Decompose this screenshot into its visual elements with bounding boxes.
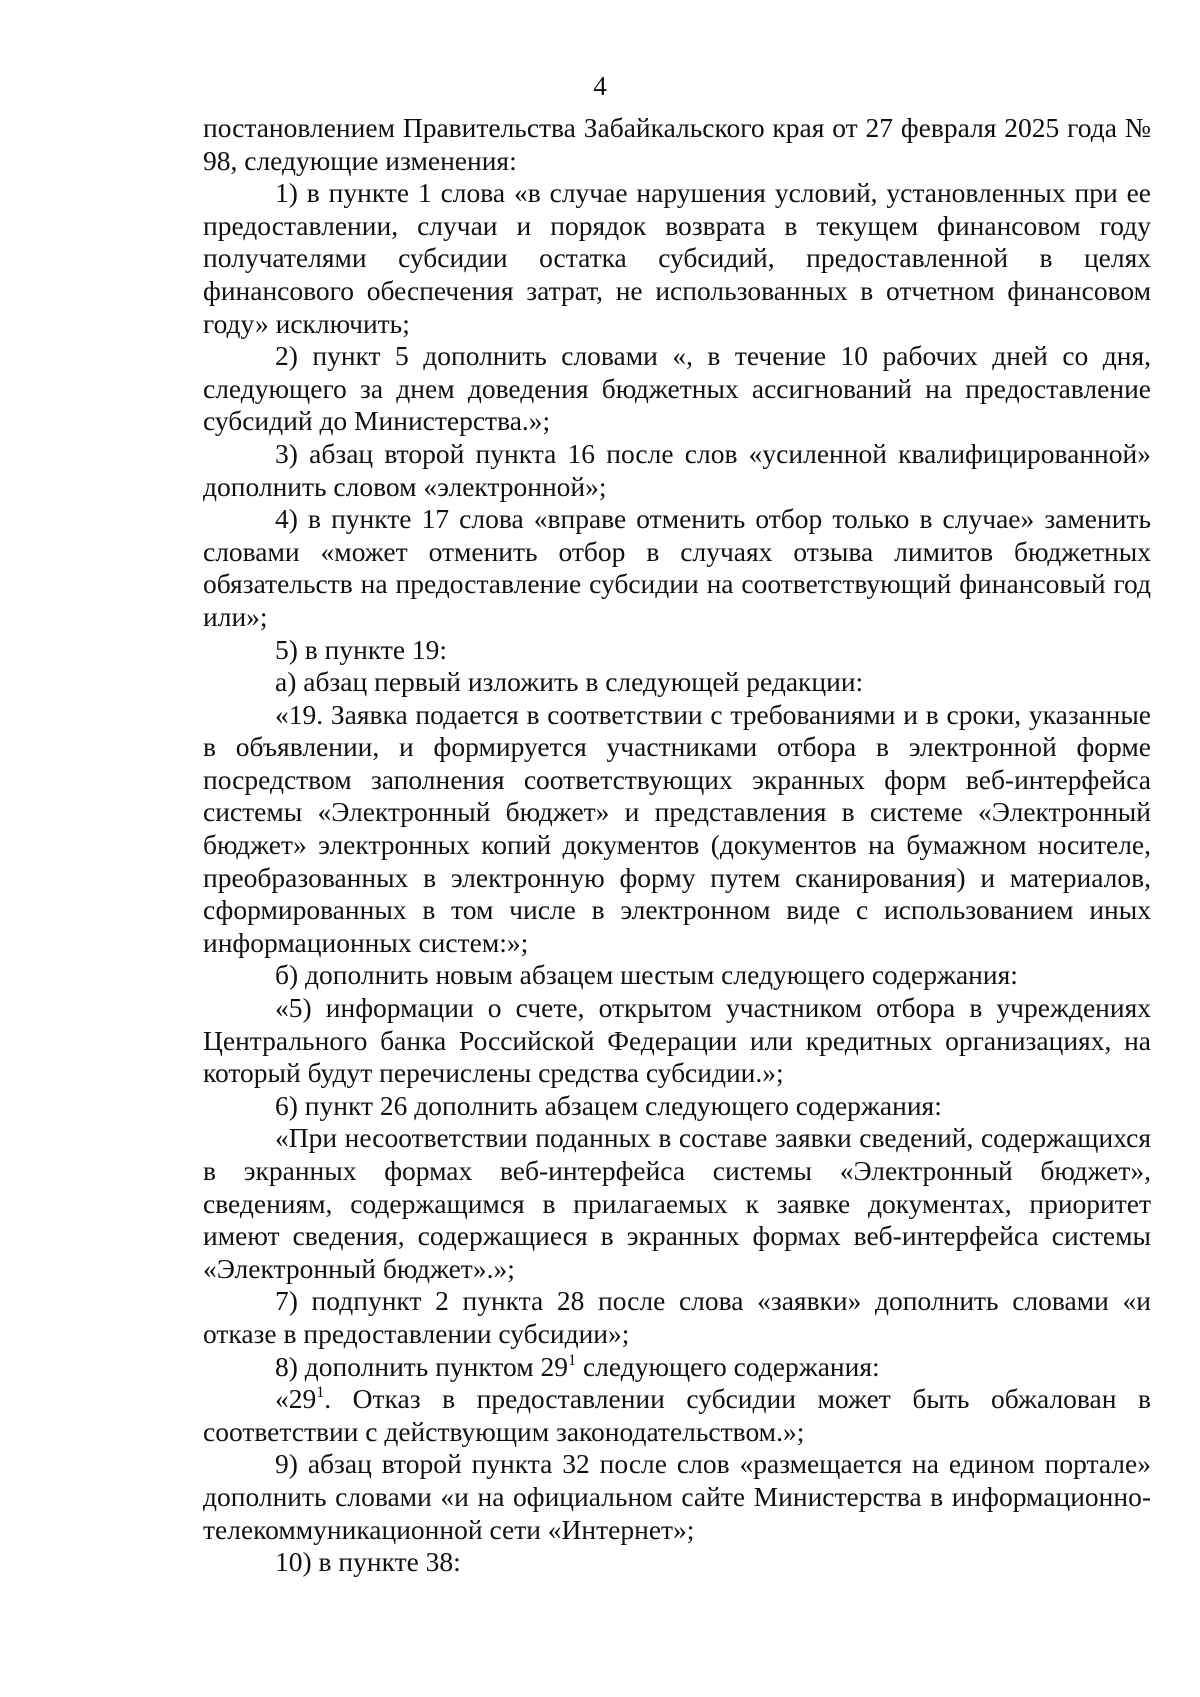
paragraph-item-19-quote: «19. Заявка подается в соответствии с требованиями и в сроки, указанные в объявлении, и формируется участниками отбора в электронной форме посредством заполнения соответствующих экранных форм веб-интерфейса системы «Электронный бюджет» и представления в системе «Электронный бюджет» электронных копий документов (документов на бумажном носителе, преобразованных в электронную форму путем сканирования) и материалов, сформированных в том числе в электронном виде с использованием иных информационных систем:»; (203, 698, 1151, 958)
paragraph-item-8-quote (203, 1383, 1151, 1448)
paragraph-intro: постановлением Правительства Забайкальского края от 27 февраля 2025 года № 98, следующие изменения: (203, 112, 1151, 176)
paragraph-item-10: 10) в пункте 38: (275, 1546, 461, 1578)
item8-quote-before: «29 (275, 1383, 317, 1415)
paragraph-item-6-quote: «При несоответствии поданных в составе заявки сведений, содержащихся в экранных формах веб-интерфейса системы «Электронный бюджет», сведениям, содержащимся в прилагаемых к заявке документах, приоритет имеют сведения, содержащиеся в экранных формах веб-интерфейса системы «Электронный бюджет».»; (203, 1122, 1151, 1284)
paragraph-item-4: 4) в пункте 17 слова «вправе отменить отбор только в случае» заменить словами «может отменить отбор в случаях отзыва лимитов бюджетных обязательств на предоставление субсидии на соответствующий финансовый год или»; (203, 503, 1151, 632)
item8-text-before: 8) дополнить пунктом 29 (275, 1350, 569, 1382)
item8-text-after: следующего содержания: (576, 1350, 880, 1382)
page-number: 4 (593, 71, 607, 101)
paragraph-item-5b: б) дополнить новым абзацем шестым следующего содержания: (275, 959, 1018, 991)
paragraph-item-7: 7) подпункт 2 пункта 28 после слова «заявки» дополнить словами «и отказе в предоставлении субсидии»; (203, 1285, 1151, 1349)
item8-superscript: 1 (568, 1351, 577, 1369)
paragraph-item-5-quote: «5) информации о счете, открытом участником отбора в учреждениях Центрального банка Российской Федерации или кредитных организациях, на который будут перечислены средства субсидии.»; (203, 992, 1151, 1089)
item8-quote-superscript: 1 (316, 1384, 325, 1402)
paragraph-item-5: 5) в пункте 19: (275, 633, 448, 665)
paragraph-item-2: 2) пункт 5 дополнить словами «, в течение 10 рабочих дней со дня, следующего за днем доведения бюджетных ассигнований на предоставление субсидий до Министерства.»; (203, 340, 1151, 437)
paragraph-item-8 (203, 1351, 1151, 1384)
paragraph-item-9: 9) абзац второй пункта 32 после слов «размещается на едином портале» дополнить словами «и на официальном сайте Министерства в информационно-телекоммуникационной сети «Интернет»; (203, 1448, 1151, 1545)
paragraph-item-6: 6) пункт 26 дополнить абзацем следующего содержания: (275, 1089, 942, 1121)
paragraph-item-3: 3) абзац второй пункта 16 после слов «усиленной квалифицированной» дополнить словом «электронной»; (203, 437, 1151, 502)
paragraph-item-1: 1) в пункте 1 слова «в случае нарушения условий, установленных при ее предоставлении, случаи и порядок возврата в текущем финансовом году получателями субсидии остатка субсидий, предоставленной в целях финансового обеспечения затрат, не использованных в отчетном финансовом году» исключить; (203, 177, 1151, 339)
paragraph-item-5a: а) абзац первый изложить в следующей редакции: (275, 666, 864, 698)
item8-quote-after: . Отказ в предоставлении субсидии может быть обжалован в соответствии с действующим законодательством.»; (203, 1383, 1151, 1447)
document-body (203, 112, 1151, 1579)
